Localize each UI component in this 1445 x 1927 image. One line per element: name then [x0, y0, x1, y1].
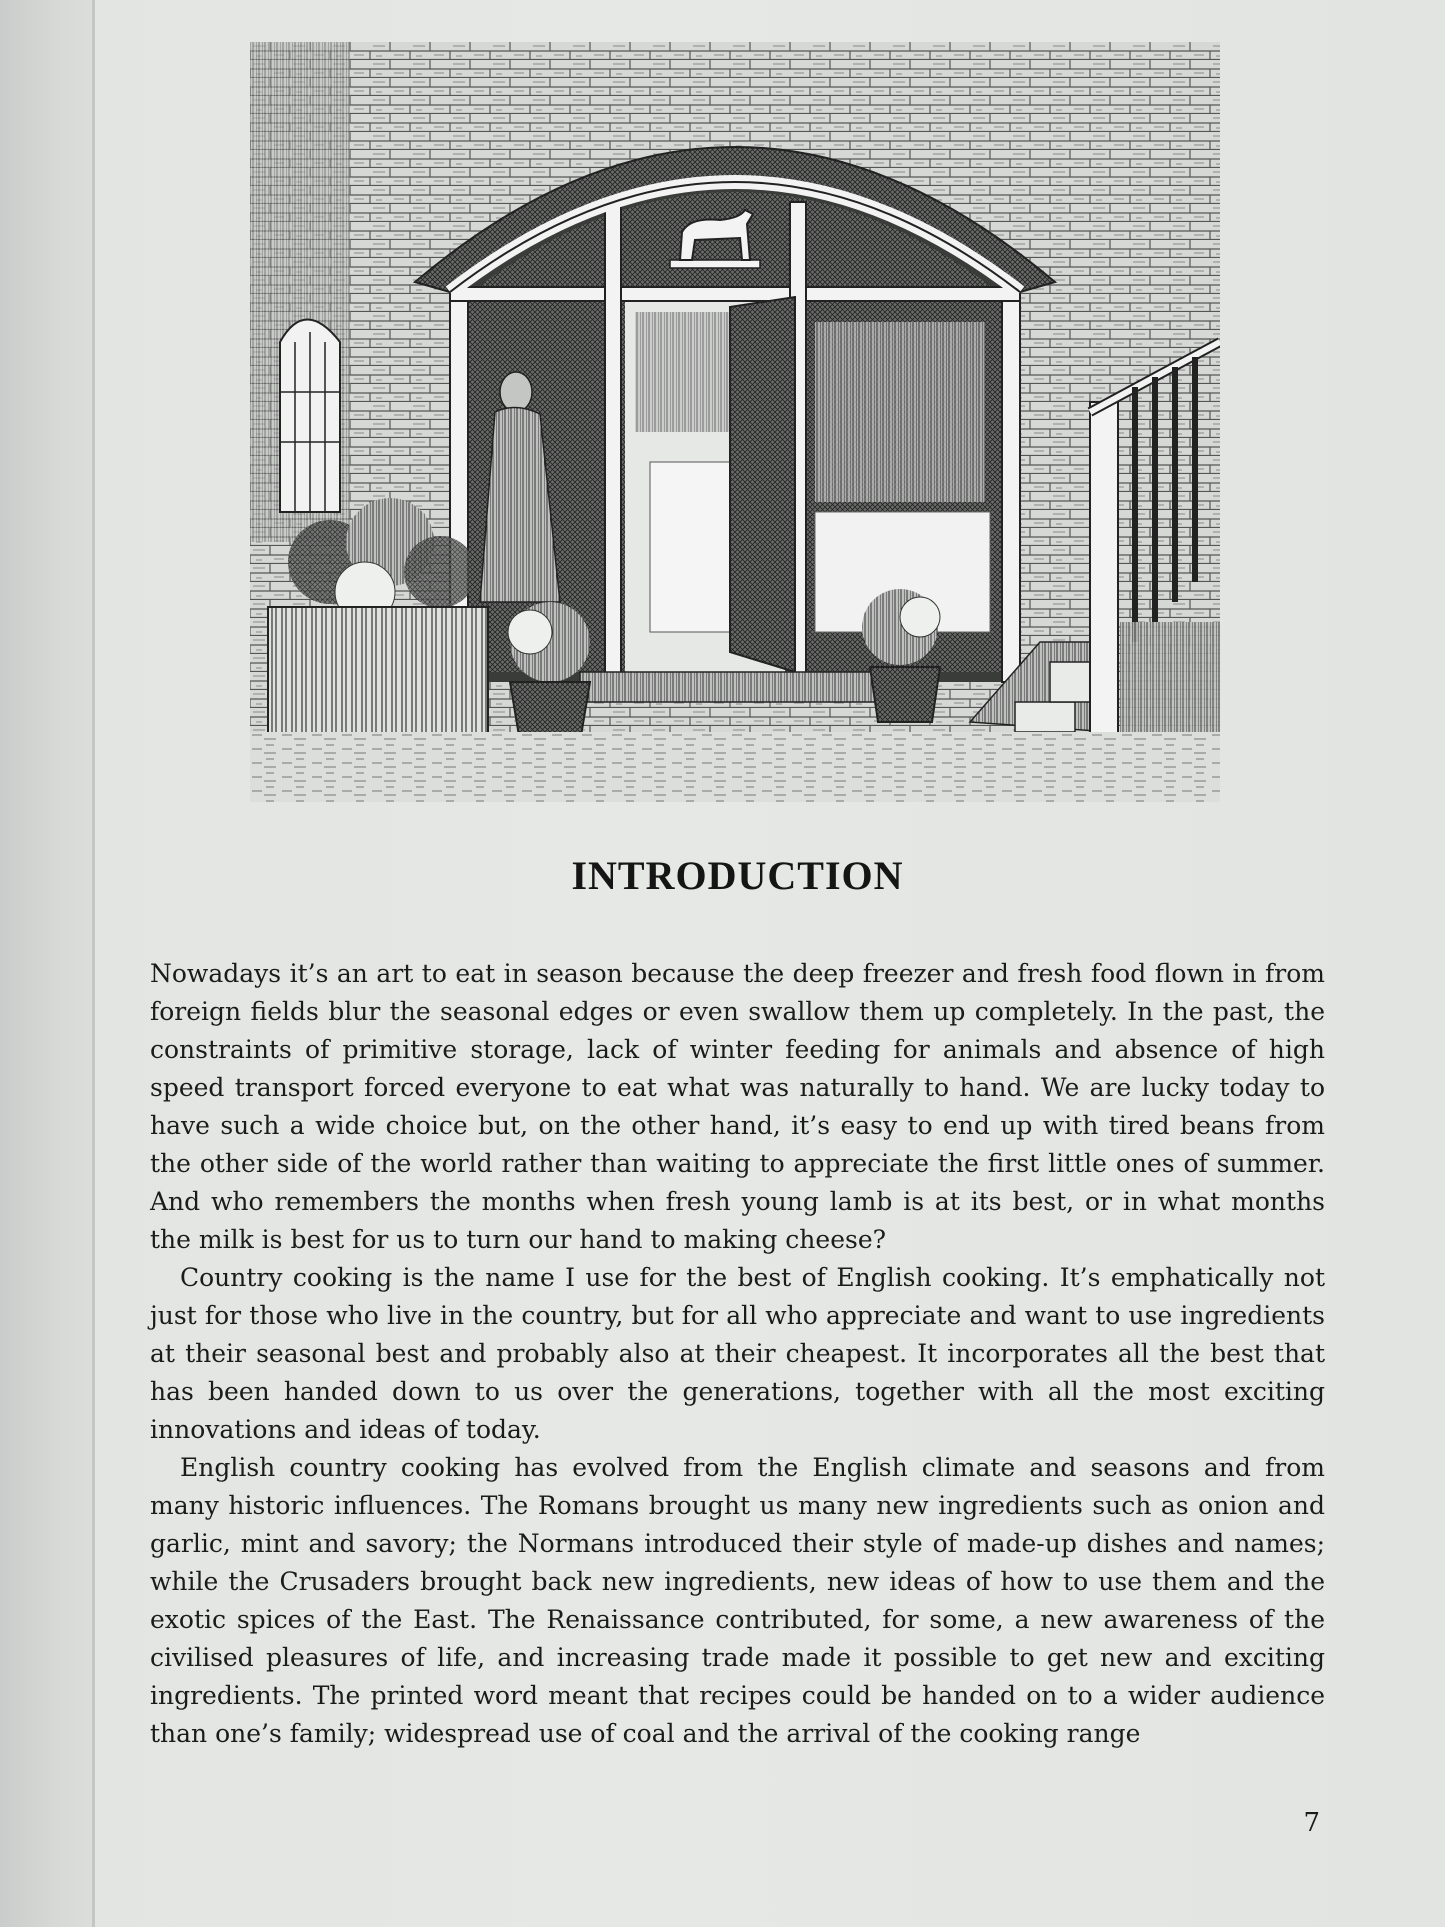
storefront-illustration [250, 42, 1220, 802]
body-text [150, 955, 1325, 1753]
book-gutter [0, 0, 95, 1927]
page-number: 7 [1303, 1808, 1320, 1838]
side-window [280, 320, 340, 513]
paragraph: Nowadays it’s an art to eat in season because the deep freezer and fresh food flown in from foreign fields blur the seasonal edges or even swallow them up completely. In the past, the constraints of primitive storage, lack of winter feeding for animals and absence of high speed transport forced everyone to eat what was naturally to hand. We are lucky today to have such a wide choice but, on the other hand, it’s easy to end up with tired beans from the other side of the world rather than waiting to appreciate the first little ones of summer. And who remembers the months when fresh young lamb is at its best, or in what months the milk is best for us to turn our hand to making cheese? [150, 959, 1325, 1254]
cobbled-ground [250, 732, 1220, 802]
open-door [730, 297, 795, 672]
page-title: INTRODUCTION [571, 853, 904, 898]
interior-shelves [815, 322, 985, 502]
paragraph: Country cooking is the name I use for the best of English cooking. It’s emphatically not just for those who live in the country, but for all who appreciate and want to use ingredients at their seasonal best and probably also at their cheapest. It incorporates all the best that has been handed down to us over the generations, together with all the most exciting innovations and ideas of today. [150, 1263, 1325, 1444]
paragraph: English country cooking has evolved from the English climate and seasons and from many historic influences. The Romans brought us many new ingredients such as onion and garlic, mint and savory; the Normans introduced their style of made-up dishes and names; while the Crusaders brought back new ingredients, new ideas of how to use them and the exotic spices of the East. The Renaissance contributed, for some, a new awareness of the civilised pleasures of life, and increasing trade made it possible to get new and exciting ingredients. The printed word meant that recipes could be handed on to a wider audience than one’s family; widespread use of coal and the arrival of the cooking range [150, 1453, 1325, 1748]
doorstep [580, 672, 880, 702]
